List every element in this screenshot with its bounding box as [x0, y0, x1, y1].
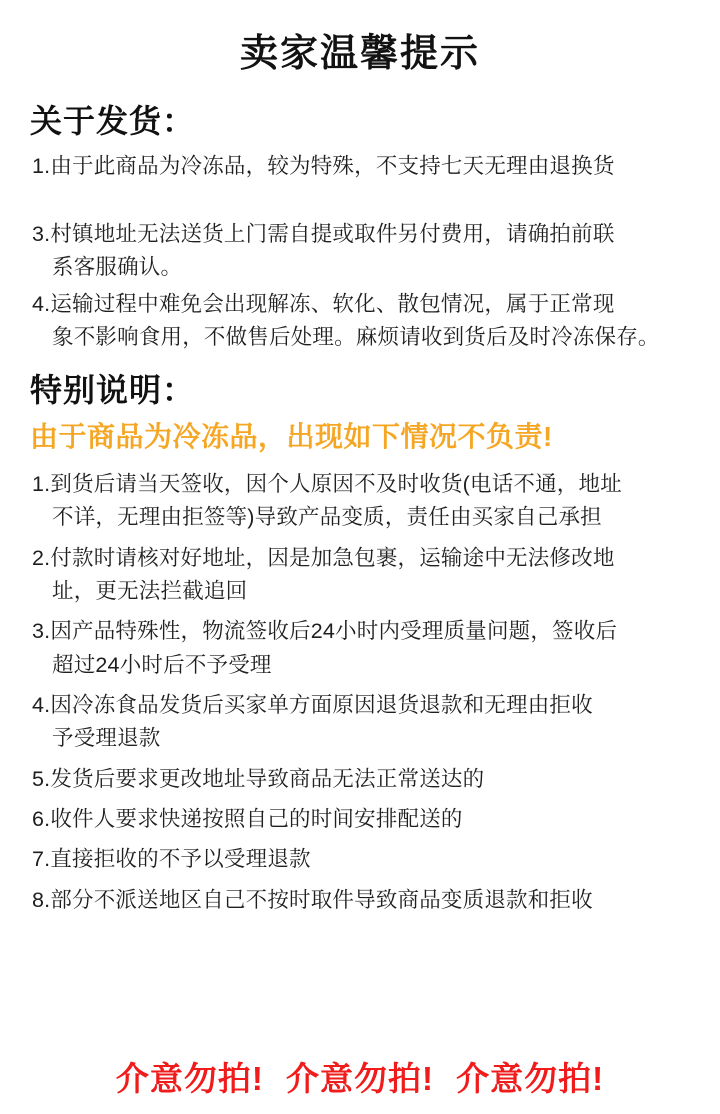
list-item: [32, 468, 698, 535]
footer-warning: [0, 1053, 720, 1100]
list-item-continuation: 址，更无法拦截追回: [52, 579, 248, 604]
section-gap: [22, 188, 698, 214]
list-item-text: 8.部分不派送地区自己不按时取件导致商品变质退款和拒收: [32, 887, 593, 912]
list-item-continuation: 超过24小时后不予受理: [52, 652, 272, 677]
list-item-text: 1.到货后请当天签收，因个人原因不及时收货(电话不通，地址: [32, 472, 622, 497]
list-item: [32, 689, 698, 756]
list-item-continuation: 不详，无理由拒签等)导致产品变质，责任由买家自己承担: [52, 505, 602, 530]
special-section-highlight: 由于商品为冷冻品，出现如下情况不负责!: [30, 421, 553, 453]
list-item: [32, 150, 698, 183]
list-item: [32, 218, 698, 285]
list-item: [32, 843, 698, 876]
special-section-heading: 特别说明：: [30, 371, 196, 408]
list-item-text: 1.由于此商品为冷冻品，较为特殊，不支持七天无理由退换货: [32, 154, 615, 179]
list-item-text: 3.村镇地址无法送货上门需自提或取件另付费用，请确拍前联: [32, 221, 615, 246]
shipping-section: [22, 102, 698, 355]
page-title: 卖家温馨提示: [239, 33, 480, 75]
list-item: [32, 803, 698, 836]
special-list: [22, 468, 698, 917]
list-item: [32, 884, 698, 917]
list-item-text: 6.收件人要求快递按照自己的时间安排配送的: [32, 806, 463, 831]
shipping-section-heading: 关于发货：: [30, 102, 196, 139]
list-item-text: 7.直接拒收的不予以受理退款: [32, 847, 311, 872]
footer-warning-part-3: 介意勿拍!: [456, 1060, 605, 1097]
notice-page: [0, 34, 720, 1114]
list-item: [32, 615, 698, 682]
list-item-text: 4.因冷冻食品发货后买家单方面原因退货退款和无理由拒收: [32, 693, 593, 718]
list-item-continuation: 系客服确认。: [52, 254, 183, 279]
list-item: [32, 763, 698, 796]
list-item-continuation: 予受理退款: [52, 726, 161, 751]
list-item-text: 4.运输过程中难免会出现解冻、软化、散包情况，属于正常现: [32, 292, 615, 317]
list-item-continuation: 象不影响食用，不做售后处理。麻烦请收到货后及时冷冻保存。: [52, 325, 660, 350]
footer-warning-part-1: 介意勿拍!: [115, 1060, 264, 1097]
list-item-text: 3.因产品特殊性，物流签收后24小时内受理质量问题，签收后: [32, 619, 618, 644]
list-item-text: 5.发货后要求更改地址导致商品无法正常送达的: [32, 766, 485, 791]
list-item: [32, 288, 698, 355]
special-section: [22, 371, 698, 917]
list-item-text: 2.付款时请核对好地址，因是加急包裹，运输途中无法修改地: [32, 545, 615, 570]
footer-warning-part-2: 介意勿拍!: [286, 1060, 434, 1097]
list-item: [32, 542, 698, 609]
